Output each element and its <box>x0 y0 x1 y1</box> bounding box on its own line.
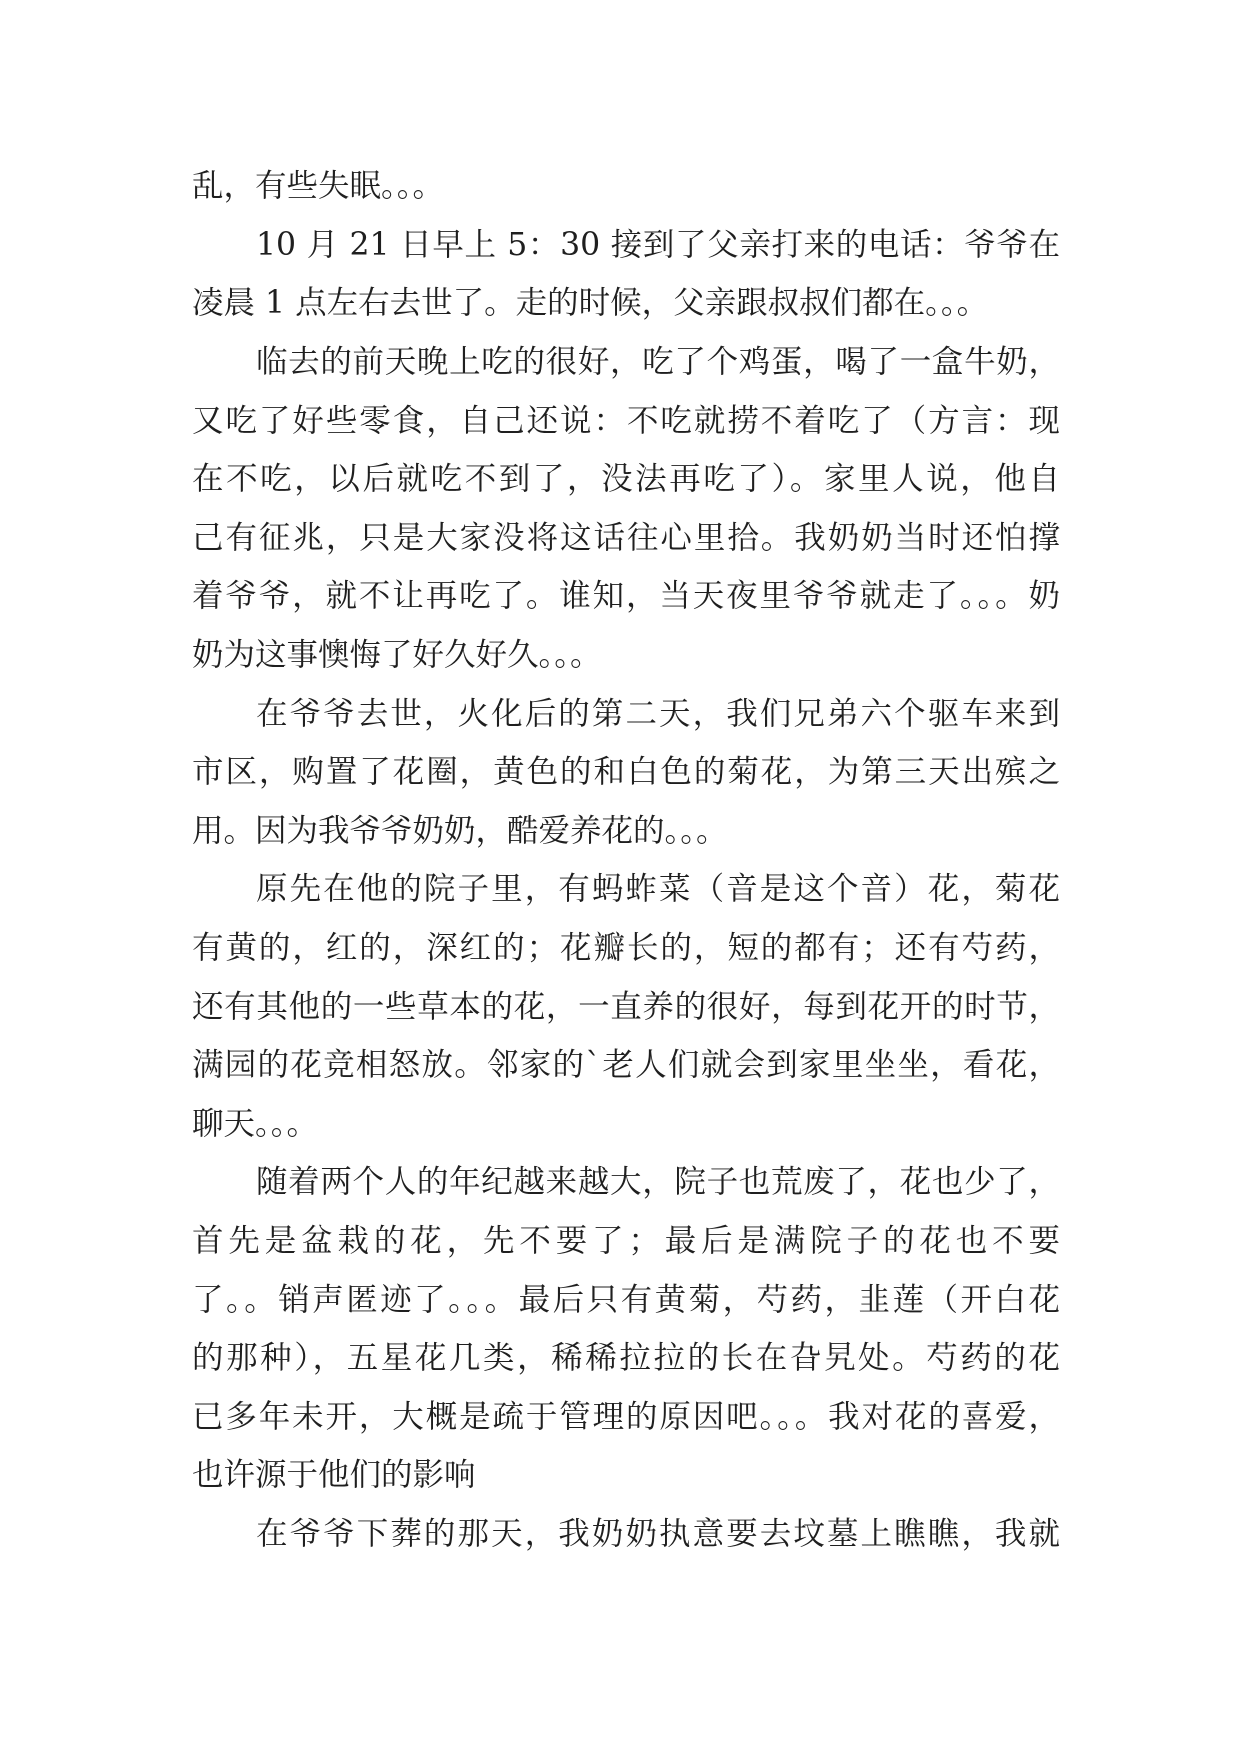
paragraph-line: 满园的花竞相怒放。邻家的`老人们就会到家里坐坐，看花， <box>192 1047 1060 1083</box>
paragraph-line: 的那种），五星花几类，稀稀拉拉的长在旮旯处。芍药的花 <box>192 1340 1060 1376</box>
paragraph-line: 了。。销声匿迹了。。。最后只有黄菊，芍药，韭莲（开白花 <box>192 1282 1060 1318</box>
paragraph-line: 已多年未开，大概是疏于管理的原因吧。。。我对花的喜爱， <box>192 1399 1060 1435</box>
paragraph-line: 在爷爷去世，火化后的第二天，我们兄弟六个驱车来到 <box>256 696 1060 732</box>
paragraph-line: 有黄的，红的，深红的；花瓣长的，短的都有；还有芍药， <box>192 930 1060 966</box>
paragraph-line: 着爷爷，就不让再吃了。谁知，当天夜里爷爷就走了。。。奶 <box>192 578 1060 614</box>
paragraph-line: 还有其他的一些草本的花，一直养的很好，每到花开的时节， <box>192 989 1060 1025</box>
paragraph-line: 聊天。。。 <box>192 1106 319 1142</box>
paragraph-line: 临去的前天晚上吃的很好，吃了个鸡蛋，喝了一盒牛奶， <box>256 344 1060 380</box>
paragraph-line: 10 月 21 日早上 5：30 接到了父亲打来的电话：爷爷在 <box>256 227 1060 263</box>
paragraph-line: 市区，购置了花圈，黄色的和白色的菊花，为第三天出殡之 <box>192 754 1060 790</box>
paragraph-line: 用。因为我爷爷奶奶，酷爱养花的。。。 <box>192 813 728 849</box>
paragraph-line: 奶为这事懊悔了好久好久。。。 <box>192 637 602 673</box>
paragraph-line: 首先是盆栽的花，先不要了；最后是满院子的花也不要 <box>192 1223 1060 1259</box>
paragraph-line: 也许源于他们的影响 <box>192 1457 476 1493</box>
paragraph-line: 随着两个人的年纪越来越大，院子也荒废了，花也少了， <box>256 1164 1060 1200</box>
paragraph-line: 又吃了好些零食，自己还说：不吃就捞不着吃了（方言：现 <box>192 403 1060 439</box>
paragraph-line: 在不吃，以后就吃不到了，没法再吃了）。家里人说，他自 <box>192 461 1060 497</box>
paragraph-line: 原先在他的院子里，有蚂蚱菜（音是这个音）花，菊花 <box>256 871 1060 907</box>
paragraph-line: 凌晨 1 点左右去世了。走的时候，父亲跟叔叔们都在。。。 <box>192 285 989 321</box>
paragraph-line: 己有征兆，只是大家没将这话往心里拾。我奶奶当时还怕撑 <box>192 520 1060 556</box>
paragraph-line: 乱，有些失眠。。。 <box>192 168 445 204</box>
paragraph-line: 在爷爷下葬的那天，我奶奶执意要去坟墓上瞧瞧，我就 <box>256 1516 1060 1552</box>
